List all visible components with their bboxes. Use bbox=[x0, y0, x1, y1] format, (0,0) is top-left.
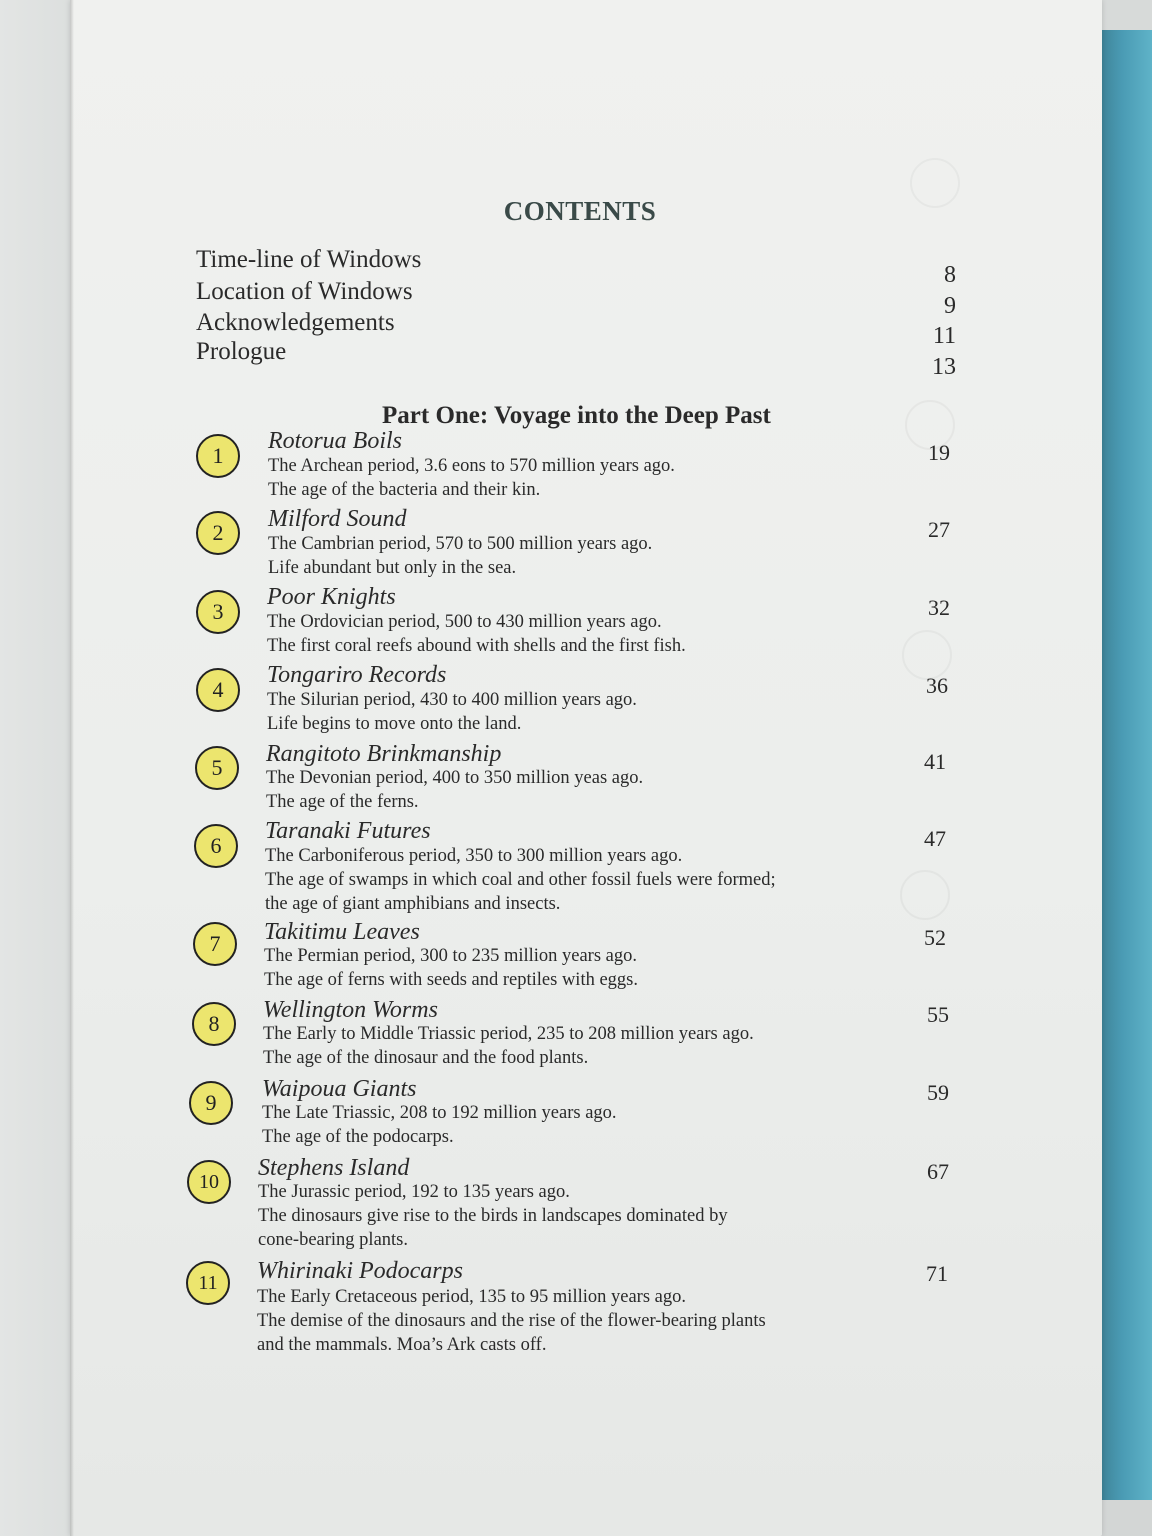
entry-description-line: The first coral reefs abound with shells and the first fish. bbox=[267, 636, 686, 656]
entry-title: Takitimu Leaves bbox=[264, 919, 420, 945]
entry-title: Tongariro Records bbox=[267, 662, 447, 688]
entry-description-line: The Late Triassic, 208 to 192 million years ago. bbox=[262, 1103, 617, 1123]
entry-title: Taranaki Futures bbox=[265, 818, 431, 844]
entry-description-line: The age of the podocarps. bbox=[262, 1127, 454, 1147]
entry-number-badge: 3 bbox=[196, 590, 240, 634]
front-matter-label: Time-line of Windows bbox=[196, 246, 422, 273]
entry-description-line: The age of swamps in which coal and other fossil fuels were formed; bbox=[265, 870, 776, 890]
entry-title: Wellington Worms bbox=[263, 997, 438, 1023]
entry-page-number: 19 bbox=[928, 440, 950, 465]
entry-description-line: The Early Cretaceous period, 135 to 95 million years ago. bbox=[257, 1287, 686, 1307]
entry-number-badge: 8 bbox=[192, 1002, 236, 1046]
front-matter-label: Prologue bbox=[196, 338, 287, 365]
entry-page-number: 52 bbox=[924, 925, 946, 950]
entry-description-line: Life abundant but only in the sea. bbox=[268, 558, 517, 578]
entry-page-number: 41 bbox=[924, 749, 946, 774]
entry-title: Poor Knights bbox=[267, 584, 396, 610]
entry-number-badge: 10 bbox=[187, 1160, 231, 1204]
entry-page-number: 71 bbox=[926, 1261, 948, 1286]
entry-description-line: The Carboniferous period, 350 to 300 million years ago. bbox=[265, 846, 683, 866]
entry-description-line: The age of the dinosaur and the food plants. bbox=[263, 1048, 589, 1068]
entry-description-line: The age of the bacteria and their kin. bbox=[268, 480, 541, 500]
entry-description-line: The dinosaurs give rise to the birds in landscapes dominated by bbox=[258, 1206, 728, 1226]
entry-description-line: cone-bearing plants. bbox=[258, 1230, 408, 1250]
entry-description-line: Life begins to move onto the land. bbox=[267, 714, 522, 734]
front-matter-label: Acknowledgements bbox=[196, 309, 395, 336]
front-matter-page: 13 bbox=[932, 354, 956, 380]
front-matter-page: 9 bbox=[944, 293, 956, 319]
entry-description-line: The age of ferns with seeds and reptiles with eggs. bbox=[264, 970, 639, 990]
entry-page-number: 36 bbox=[926, 673, 948, 698]
entry-number-badge: 11 bbox=[186, 1261, 230, 1305]
show-through-circle bbox=[900, 870, 950, 920]
front-matter-page: 11 bbox=[932, 323, 956, 349]
contents-heading: CONTENTS bbox=[503, 196, 657, 226]
background-left bbox=[0, 0, 70, 1536]
entry-description-line: The Jurassic period, 192 to 135 years ago. bbox=[258, 1182, 570, 1202]
entry-description-line: The Permian period, 300 to 235 million years ago. bbox=[264, 946, 638, 966]
entry-description-line: The demise of the dinosaurs and the rise of the flower-bearing plants bbox=[257, 1311, 766, 1331]
entry-description-line: The Early to Middle Triassic period, 235 to 208 million years ago. bbox=[263, 1024, 754, 1044]
entry-page-number: 27 bbox=[928, 517, 950, 542]
entry-title: Waipoua Giants bbox=[262, 1076, 417, 1102]
entry-number-badge: 2 bbox=[196, 511, 240, 555]
entry-number-badge: 1 bbox=[196, 434, 240, 478]
entry-description-line: The Ordovician period, 500 to 430 million years ago. bbox=[267, 612, 662, 632]
entry-page-number: 47 bbox=[924, 826, 946, 851]
entry-description-line: the age of giant amphibians and insects. bbox=[265, 894, 561, 914]
entry-number-badge: 9 bbox=[189, 1081, 233, 1125]
entry-number-badge: 7 bbox=[193, 922, 237, 966]
entry-title: Whirinaki Podocarps bbox=[257, 1258, 463, 1284]
entry-title: Stephens Island bbox=[258, 1155, 410, 1181]
entry-description-line: The Cambrian period, 570 to 500 million years ago. bbox=[268, 534, 653, 554]
entry-page-number: 67 bbox=[927, 1159, 949, 1184]
front-matter-page: 8 bbox=[944, 262, 956, 288]
entry-description-line: and the mammals. Moa’s Ark casts off. bbox=[257, 1335, 547, 1355]
entry-page-number: 55 bbox=[927, 1002, 949, 1027]
show-through-circle bbox=[910, 158, 960, 208]
entry-page-number: 32 bbox=[928, 595, 950, 620]
entry-description-line: The age of the ferns. bbox=[266, 792, 419, 812]
front-matter-label: Location of Windows bbox=[196, 278, 413, 305]
entry-number-badge: 4 bbox=[196, 668, 240, 712]
entry-description-line: The Archean period, 3.6 eons to 570 million years ago. bbox=[268, 456, 675, 476]
page-edge-shadow bbox=[70, 0, 74, 1536]
entry-description-line: The Devonian period, 400 to 350 million yeas ago. bbox=[266, 768, 644, 788]
entry-description-line: The Silurian period, 430 to 400 million years ago. bbox=[267, 690, 637, 710]
entry-number-badge: 6 bbox=[194, 824, 238, 868]
entry-page-number: 59 bbox=[927, 1080, 949, 1105]
entry-title: Rangitoto Brinkmanship bbox=[266, 741, 502, 767]
entry-number-badge: 5 bbox=[195, 746, 239, 790]
entry-title: Milford Sound bbox=[268, 506, 407, 532]
part-title: Part One: Voyage into the Deep Past bbox=[382, 402, 771, 429]
entry-title: Rotorua Boils bbox=[268, 428, 403, 454]
